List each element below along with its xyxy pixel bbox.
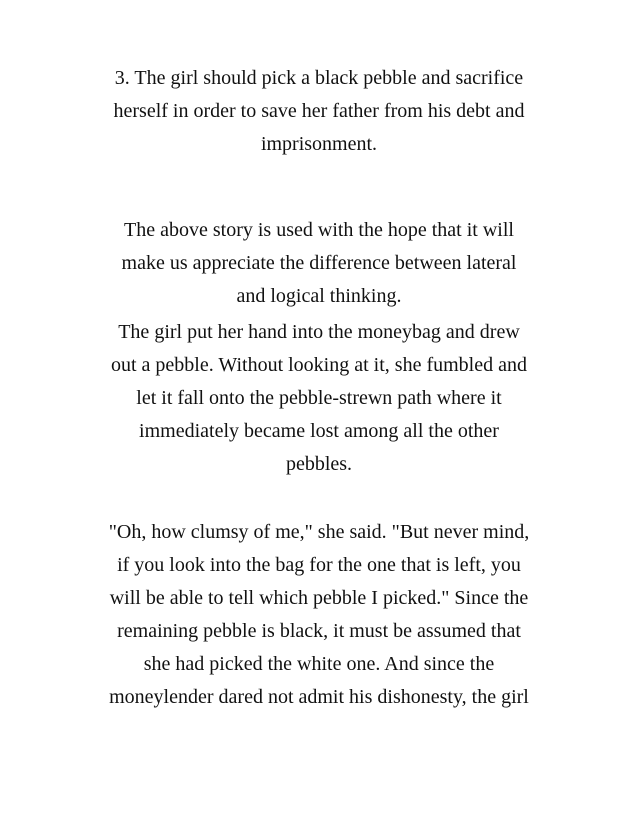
text-line: immediately became lost among all the other: [139, 420, 499, 442]
text-line: and logical thinking.: [236, 285, 402, 307]
text-line: let it fall onto the pebble-strewn path where it: [136, 387, 502, 409]
paragraph-girl-draws-pebble: [0, 316, 638, 481]
text-line: will be able to tell which pebble I picked." Since the: [109, 587, 529, 609]
paragraph-story-purpose: [0, 214, 638, 313]
text-line: moneylender dared not admit his dishonesty, the girl: [109, 686, 529, 708]
text-line: pebbles.: [285, 453, 353, 475]
text-line: 3. The girl should pick a black pebble and sacrifice: [114, 67, 524, 89]
text-line: remaining pebble is black, it must be assumed that: [117, 620, 521, 642]
paragraph-option-three: [0, 62, 638, 161]
text-line: out a pebble. Without looking at it, she fumbled and: [111, 354, 527, 376]
text-line: imprisonment.: [260, 133, 378, 155]
text-line: if you look into the bag for the one that is left, you: [117, 554, 521, 576]
text-line: The above story is used with the hope that it will: [124, 219, 514, 241]
text-line: The girl put her hand into the moneybag and drew: [118, 321, 520, 343]
text-line: make us appreciate the difference between lateral: [121, 252, 517, 274]
text-line: "Oh, how clumsy of me," she said. "But never mind,: [108, 521, 530, 543]
text-line: herself in order to save her father from his debt and: [113, 100, 525, 122]
text-line: she had picked the white one. And since the: [143, 653, 495, 675]
paragraph-girl-speaks: [0, 516, 638, 714]
